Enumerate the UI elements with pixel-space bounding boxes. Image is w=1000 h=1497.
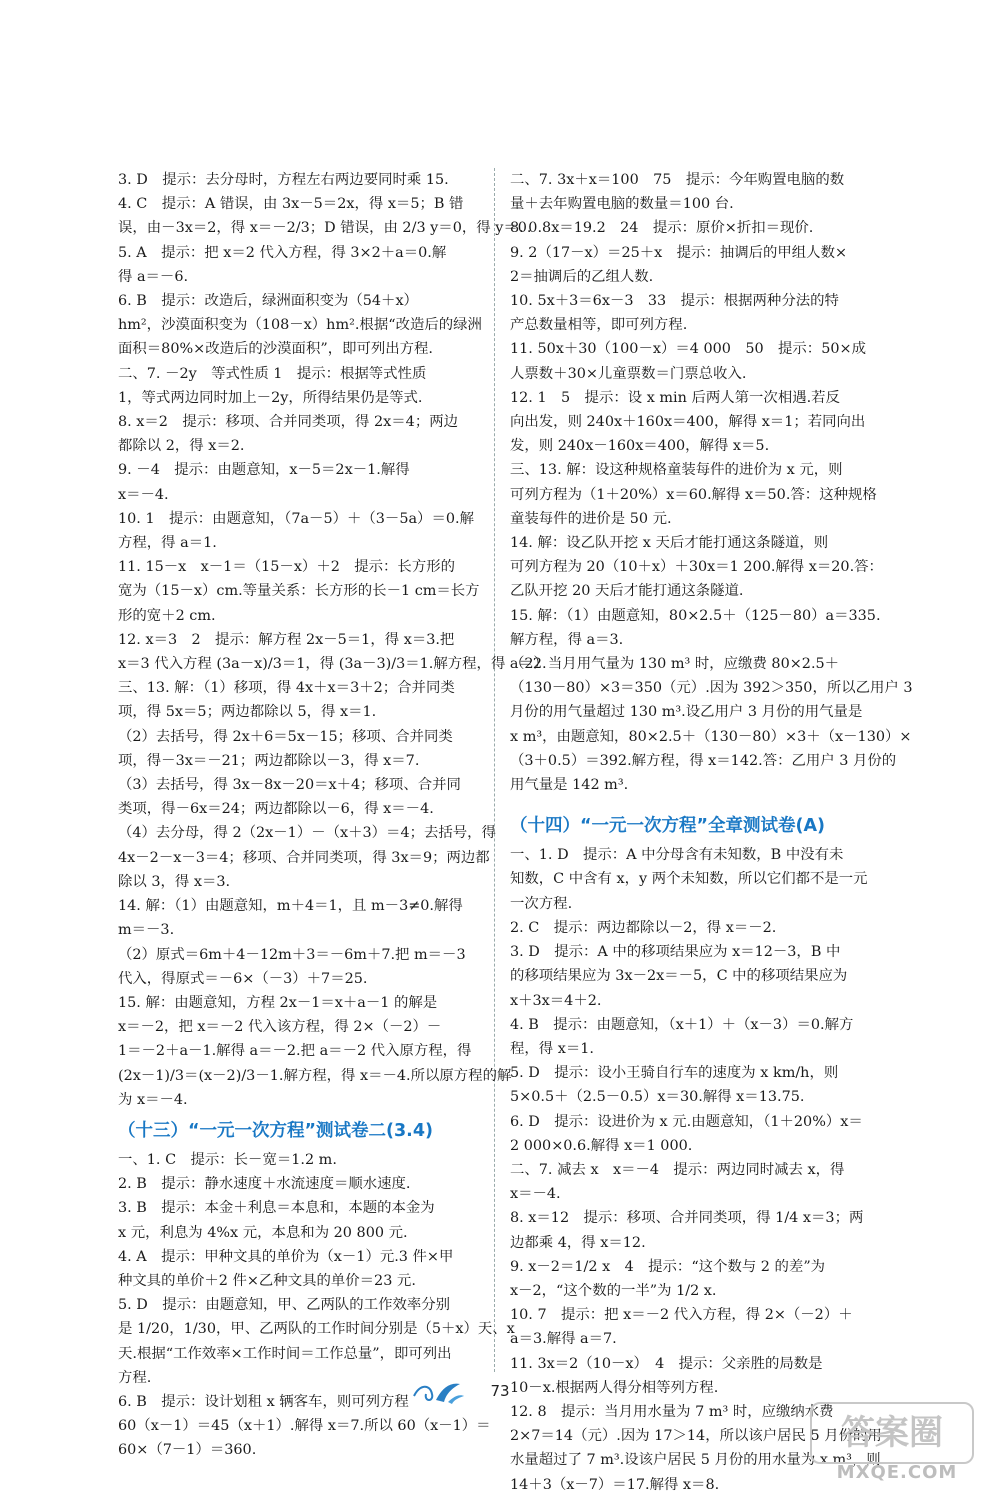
answer-line: 2 000×0.6.解得 x＝1 000.: [510, 1137, 693, 1154]
answer-line: 3. D 提示：A 中的移项结果应为 x＝12－3，B 中: [510, 944, 841, 961]
answer-line: 误，由－3x＝2，得 x＝－2/3；D 错误，由 2/3 y＝0，得 y＝0.: [118, 220, 532, 237]
answer-line: 水量超过了 7 m³.设该户居民 5 月份的用水量为 x m³，则: [510, 1452, 881, 1469]
answer-line: 的移项结果应为 3x－2x＝－5，C 中的移项结果应为: [510, 968, 848, 985]
answer-line: （2）当月用气量为 130 m³ 时，应缴费 80×2.5＋: [510, 656, 840, 673]
answer-line: 天.根据“工作效率×工作时间＝工作总量”，即可列出: [118, 1345, 452, 1362]
answer-line: 用气量是 142 m³.: [510, 777, 629, 794]
decorative-swirl-icon: [410, 1378, 466, 1406]
answer-line: 是 1/20，1/30，甲、乙两队的工作时间分别是（5＋x）天、x: [118, 1321, 515, 1338]
answer-line: 4. C 提示：A 错误，由 3x－5＝2x，得 x＝5；B 错: [118, 196, 464, 213]
answer-line: 14. 解：设乙队开挖 x 天后才能打通这条隧道，则: [510, 535, 829, 552]
answer-line: （130－80）×3＝350（元）.因为 392＞350，所以乙用户 3: [510, 680, 913, 697]
answer-line: (2x－1)/3＝(x－2)/3－1.解方程，得 x＝－4.所以原方程的解: [118, 1067, 512, 1084]
answer-line: 10. 7 提示：把 x＝－2 代入方程，得 2×（－2）＋: [510, 1307, 853, 1324]
answer-line: 可列方程为（1＋20%）x＝60.解得 x＝50.答：这种规格: [510, 486, 877, 503]
answer-line: m＝－3.: [118, 922, 175, 939]
answer-line: 2＝抽调后的乙组人数.: [510, 268, 654, 285]
answer-line: 二、7. 3x＋x＝100 75 提示：今年购置电脑的数: [510, 172, 845, 188]
answer-line: 60（x－1）＝45（x＋1）.解得 x＝7.所以 60（x－1）＝: [118, 1418, 491, 1435]
answer-line: 类项，得－6x＝24；两边都除以－6，得 x＝－4.: [118, 801, 434, 818]
answer-line: 2. C 提示：两边都除以－2，得 x＝－2.: [510, 919, 777, 936]
answer-line: 10. 5x＋3＝6x－3 33 提示：根据两种分法的特: [510, 293, 839, 310]
answer-line: 10. 1 提示：由题意知，（7a－5）＋（3－5a）＝0.解: [118, 510, 474, 527]
answer-line: x＋3x＝4＋2.: [510, 992, 602, 1009]
answer-line: 2×7＝14（元）.因为 17＞14，所以该户居民 5 月份的用: [510, 1428, 882, 1445]
answer-line: 一、1. C 提示：长－宽＝1.2 m.: [118, 1151, 337, 1168]
answer-line: 5. D 提示：由题意知，甲、乙两队的工作效率分别: [118, 1297, 451, 1314]
answer-line: 向出发，则 240x＋160x＝400，解得 x＝1；若同向出: [510, 414, 866, 431]
answer-line: 4. B 提示：由题意知，（x＋1）＋（x－3）＝0.解方: [510, 1016, 854, 1033]
answer-line: 种文具的单价＋2 件×乙种文具的单价＝23 元.: [118, 1272, 416, 1289]
answer-line: 解方程，得 a＝3.: [510, 631, 624, 648]
answer-line: 9. －4 提示：由题意知，x－5＝2x－1.解得: [118, 462, 410, 479]
answer-line: 14＋3（x－7）＝17.解得 x＝8.: [510, 1476, 720, 1493]
answer-line: 8. x＝12 提示：移项、合并同类项，得 1/4 x＝3；两: [510, 1210, 864, 1227]
answer-line: 童装每件的进价是 50 元.: [510, 510, 672, 527]
answer-line: 三、13. 解：（1）移项，得 4x＋x＝3＋2；合并同类: [118, 680, 455, 697]
column-divider: [494, 168, 495, 1372]
answer-line: 边都乘 4，得 x＝12.: [510, 1234, 646, 1251]
answer-line: 11. 15－x x－1＝（15－x）＋2 提示：长方形的: [118, 559, 455, 576]
answer-line: 面积＝80%×改造后的沙漠面积”，即可列出方程.: [118, 341, 434, 358]
answer-line: 1，等式两边同时加上－2y，所得结果仍是等式.: [118, 389, 423, 406]
answer-line: 二、7. －2y 等式性质 1 提示：根据等式性质: [118, 365, 427, 382]
answer-line: x＝－2，把 x＝－2 代入该方程，得 2×（－2）－: [118, 1019, 442, 1036]
answer-line: 6. B 提示：设计划租 x 辆客车，则可列方程: [118, 1393, 409, 1410]
answer-line: 方程，得 a＝1.: [118, 535, 217, 552]
answer-line: x－2，“这个数的一半”为 1/2 x.: [510, 1282, 717, 1299]
watermark-site: MXQE.COM: [836, 1462, 958, 1483]
answer-line: x＝－4.: [510, 1186, 561, 1203]
answer-line: 一、1. D 提示：A 中分母含有未知数，B 中没有未: [510, 847, 844, 864]
answer-line: 月份的用气量超过 130 m³.设乙用户 3 月份的用气量是: [510, 704, 863, 721]
answer-line: 11. 3x＝2（10－x） 4 提示：父亲胜的局数是: [510, 1355, 823, 1372]
answer-line: （2）原式＝6m＋4－12m＋3＝－6m＋7.把 m＝－3: [118, 946, 466, 963]
answer-line: 9. 2（17－x）＝25＋x 提示：抽调后的甲组人数×: [510, 244, 848, 261]
answer-line: a＝3.解得 a＝7.: [510, 1331, 617, 1348]
answer-line: 8. 0.8x＝19.2 24 提示：原价×折扣＝现价.: [510, 220, 814, 237]
left-column: [118, 168, 547, 1463]
section-heading-test-2: （十三）“一元一次方程”测试卷二(3.4): [118, 1120, 433, 1141]
answer-line: 代入，得原式＝－6×（－3）＋7＝25.: [118, 970, 368, 987]
answer-line: 14. 解：（1）由题意知，m＋4＝1，且 m－3≠0.解得: [118, 898, 463, 915]
answer-line: 6. D 提示：设进价为 x 元.由题意知，（1＋20%）x＝: [510, 1113, 863, 1130]
answer-line: 1＝－2＋a－1.解得 a＝－2.把 a＝－2 代入原方程，得: [118, 1043, 472, 1060]
answer-line: x 元，利息为 4%x 元，本息和为 20 800 元.: [118, 1224, 408, 1241]
answer-line: 发，则 240x－160x＝400，解得 x＝5.: [510, 438, 770, 455]
answer-line: 人票数＋30×儿童票数＝门票总收入.: [510, 365, 747, 382]
answer-line: 三、13. 解：设这种规格童装每件的进价为 x 元，则: [510, 462, 843, 479]
section-heading-chapter-test-a: （十四）“一元一次方程”全章测试卷(A): [510, 816, 826, 837]
answer-line: 项，得－3x＝－21；两边都除以－3，得 x＝7.: [118, 752, 420, 769]
answer-line: 8. x＝2 提示：移项、合并同类项，得 2x＝4；两边: [118, 414, 459, 431]
answer-line: 2. B 提示：静水速度＋水流速度＝顺水速度.: [118, 1176, 411, 1193]
answer-line: （3）去括号，得 3x－8x－20＝x＋4；移项、合并同: [118, 777, 461, 794]
answer-line: 得 a＝－6.: [118, 268, 189, 285]
answer-line: 3. D 提示：去分母时，方程左右两边要同时乘 15.: [118, 172, 449, 188]
answer-line: 4x－2－x－3＝4；移项、合并同类项，得 3x＝9；两边都: [118, 849, 490, 866]
answer-line: hm²，沙漠面积变为（108－x）hm².根据“改造后的绿洲: [118, 317, 482, 334]
answer-line: 5. A 提示：把 x＝2 代入方程，得 3×2＋a＝0.解: [118, 244, 447, 261]
page-number: 73: [490, 1382, 510, 1400]
answer-line: 12. 1 5 提示：设 x min 后两人第一次相遇.若反: [510, 389, 840, 406]
answer-line: 一次方程.: [510, 895, 573, 912]
answer-line: 12. x＝3 2 提示：解方程 2x－5＝1，得 x＝3.把: [118, 631, 455, 648]
answer-line: 10－x.根据两人得分相等列方程.: [510, 1379, 719, 1396]
answer-line: x＝3 代入方程 (3a－x)/3＝1，得 (3a－3)/3＝1.解方程，得 a＝2.: [118, 656, 547, 673]
answer-line: 宽为（15－x）cm.等量关系：长方形的长－1 cm＝长方: [118, 583, 480, 600]
answer-line: 5×0.5＋（2.5－0.5）x＝30.解得 x＝13.75.: [510, 1089, 805, 1106]
answer-line: 12. 8 提示：当月用水量为 7 m³ 时，应缴纳水费: [510, 1403, 834, 1420]
answer-line: 为 x＝－4.: [118, 1091, 188, 1108]
answer-line: 知数，C 中含有 x，y 两个未知数，所以它们都不是一元: [510, 871, 868, 888]
answer-line: 3. B 提示：本金＋利息＝本息和，本题的本金为: [118, 1200, 435, 1217]
answer-line: x m³，由题意知，80×2.5＋（130－80）×3＋（x－130）×: [510, 728, 912, 745]
answer-line: （3＋0.5）＝392.解方程，得 x＝142.答：乙用户 3 月份的: [510, 752, 897, 769]
answer-line: 产总数量相等，即可列方程.: [510, 317, 688, 334]
watermark-logo: 答案圈: [810, 1402, 974, 1464]
answer-line: 方程.: [118, 1369, 152, 1386]
answer-line: 15. 解：（1）由题意知，80×2.5＋（125－80）a＝335.: [510, 607, 881, 624]
answer-line: 60×（7－1）＝360.: [118, 1442, 257, 1459]
answer-line: 乙队开挖 20 天后才能打通这条隧道.: [510, 583, 744, 600]
answer-line: 除以 3，得 x＝3.: [118, 873, 231, 890]
answer-line: 二、7. 减去 x x＝－4 提示：两边同时减去 x，得: [510, 1161, 845, 1178]
right-answers-block: [510, 168, 913, 797]
answer-line: 形的宽＋2 cm.: [118, 607, 216, 624]
answer-line: 程，得 x＝1.: [510, 1040, 594, 1057]
answer-line: 11. 50x＋30（100－x）＝4 000 50 提示：50×成: [510, 341, 866, 358]
answer-line: 量＋去年购置电脑的数量＝100 台.: [510, 196, 734, 213]
answer-line: 6. B 提示：改造后，绿洲面积变为（54＋x）: [118, 293, 418, 310]
answer-line: 项，得 5x＝5；两边都除以 5，得 x＝1.: [118, 704, 377, 721]
answer-line: 9. x－2＝1/2 x 4 提示：“这个数与 2 的差”为: [510, 1258, 826, 1275]
answer-line: （4）去分母，得 2（2x－1）－（x＋3）＝4；去括号，得: [118, 825, 496, 842]
answer-line: 5. D 提示：设小王骑自行车的速度为 x km/h，则: [510, 1065, 839, 1082]
answer-line: 都除以 2，得 x＝2.: [118, 438, 245, 455]
answer-line: x＝－4.: [118, 486, 169, 503]
answer-line: （2）去括号，得 2x＋6＝5x－15；移项、合并同类: [118, 728, 453, 745]
answer-line: 15. 解：由题意知，方程 2x－1＝x＋a－1 的解是: [118, 994, 438, 1011]
answer-line: 4. A 提示：甲种文具的单价为（x－1）元.3 件×甲: [118, 1248, 454, 1265]
answer-line: 可列方程为 20（10＋x）＋30x＝1 200.解得 x＝20.答：: [510, 559, 883, 576]
